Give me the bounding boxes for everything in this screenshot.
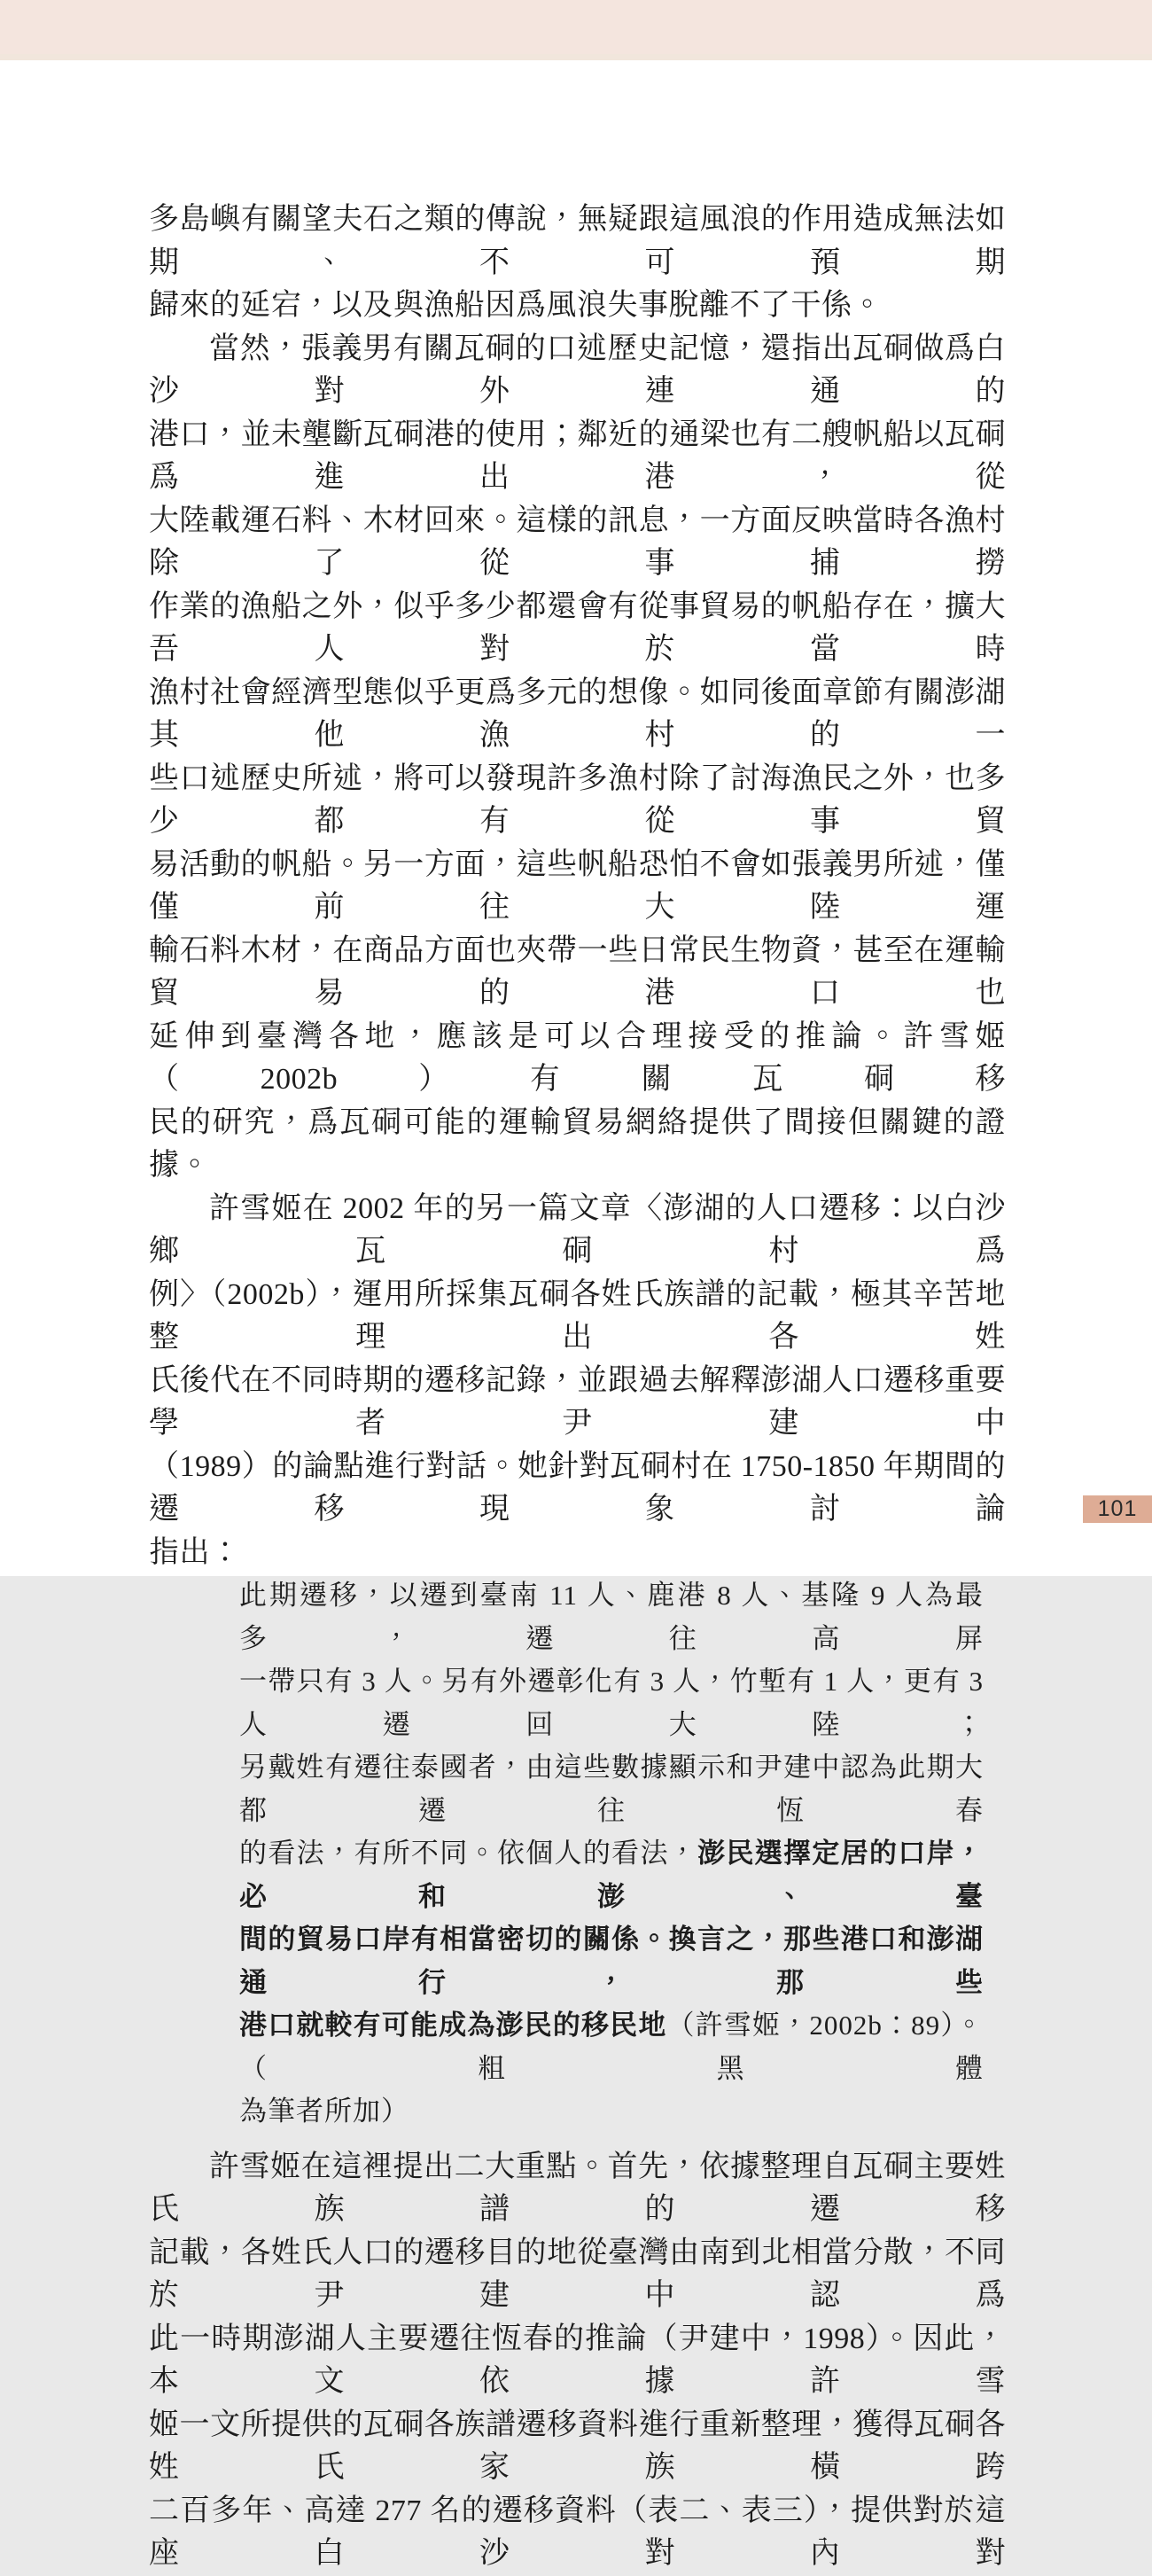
text-line: 大陸載運石料、木材回來。這樣的訊息，一方面反映當時各漁村除了從事捕撈 bbox=[149, 503, 1006, 580]
text-line: 許雪姬在 2002 年的另一篇文章〈澎湖的人口遷移：以白沙鄉瓦硐村爲 bbox=[149, 1191, 1006, 1268]
text-line bbox=[239, 1746, 984, 1832]
text-line: 此一時期澎湖人主要遷往恆春的推論（尹建中，1998）。因此，本文依據許雪 bbox=[149, 2322, 1006, 2398]
quote-bold-segment: 港口就較有可能成為澎民的移民地 bbox=[239, 2010, 667, 2041]
text-line: 些口述歷史所述，將可以發現許多漁村除了討海漁民之外，也多少都有從事貿 bbox=[149, 761, 1006, 838]
page-number: 101 bbox=[1097, 1496, 1138, 1521]
quote-bold-segment: 間的貿易口岸有相當密切的關係。換言之，那些港口和澎湖通行，那些 bbox=[239, 1924, 984, 1998]
quote-segment: 一帶只有 3 人。另有外遷彰化有 3 人，竹塹有 1 人，更有 3 人遷回大陸； bbox=[239, 1666, 984, 1740]
page-number-badge bbox=[1083, 1495, 1152, 1523]
paragraph bbox=[149, 199, 1006, 328]
text-line bbox=[239, 1832, 984, 1918]
text-block bbox=[149, 199, 1006, 2576]
paragraph bbox=[149, 2146, 1006, 2576]
text-line: 民的研究，爲瓦硐可能的運輸貿易網絡提供了間接但關鍵的證據。 bbox=[149, 1105, 1006, 1182]
text-line: 延伸到臺灣各地，應該是可以合理接受的推論。許雪姬（2002b）有關瓦硐移 bbox=[149, 1019, 1006, 1096]
text-line: 易活動的帆船。另一方面，這些帆船恐怕不會如張義男所述，僅僅前往大陸運 bbox=[149, 847, 1006, 924]
quote-segment: 另戴姓有遷往泰國者，由這些數據顯示和尹建中認為此期大都遷往恆春 bbox=[239, 1752, 984, 1826]
text-line: 作業的漁船之外，似乎多少都還會有從事貿易的帆船存在，擴大吾人對於當時 bbox=[149, 589, 1006, 666]
block-quote bbox=[239, 1574, 984, 2134]
paragraph bbox=[149, 1188, 1006, 1575]
text-line: 指出： bbox=[149, 1535, 241, 1569]
text-line: 二百多年、高達 277 名的遷移資料（表二、表三），提供對於這座白沙對內對 bbox=[149, 2494, 1006, 2570]
quote-segment: 的看法，有所不同。依個人的看法， bbox=[239, 1838, 698, 1869]
paragraph bbox=[149, 328, 1006, 1188]
text-line bbox=[239, 1574, 984, 1660]
text-line: 記載，各姓氏人口的遷移目的地從臺灣由南到北相當分散，不同於尹建中認爲 bbox=[149, 2236, 1006, 2312]
text-line bbox=[239, 1660, 984, 1746]
text-line: 輸石料木材，在商品方面也夾帶一些日常民生物資，甚至在運輸貿易的港口也 bbox=[149, 933, 1006, 1010]
quote-segment: 為筆者所加） bbox=[239, 2096, 409, 2127]
quote-segment: （許雪姬，2002b：89）。（粗黑體 bbox=[239, 2010, 984, 2084]
quote-segment: 此期遷移，以遷到臺南 11 人、鹿港 8 人、基隆 9 人為最多，遷往高屏 bbox=[239, 1580, 984, 1654]
text-line: 氏後代在不同時期的遷移記錄，並跟過去解釋澎湖人口遷移重要學者尹建中 bbox=[149, 1363, 1006, 1440]
header-band bbox=[0, 0, 1152, 60]
text-line: 姬一文所提供的瓦硐各族譜遷移資料進行重新整理，獲得瓦硐各姓氏家族橫跨 bbox=[149, 2408, 1006, 2484]
quote-bold-segment: 澎民選擇定居的口岸，必和澎、臺 bbox=[239, 1838, 985, 1912]
text-line bbox=[239, 1918, 984, 2004]
text-line: 例〉（2002b），運用所採集瓦硐各姓氏族譜的記載，極其辛苦地整理出各姓 bbox=[149, 1277, 1006, 1354]
text-line: 港口，並未壟斷瓦硐港的使用；鄰近的通梁也有二艘帆船以瓦硐爲進出港，從 bbox=[149, 418, 1006, 494]
text-line: 歸來的延宕，以及與漁船因爲風浪失事脫離不了干係。 bbox=[149, 289, 883, 322]
text-line: 多島嶼有關望夫石之類的傳說，無疑跟這風浪的作用造成無法如期、不可預期 bbox=[149, 203, 1006, 279]
text-line bbox=[239, 2090, 984, 2134]
text-line: 許雪姬在這裡提出二大重點。首先，依據整理自瓦硐主要姓氏族譜的遷移 bbox=[149, 2150, 1006, 2226]
text-line: 漁村社會經濟型態似乎更爲多元的想像。如同後面章節有關澎湖其他漁村的一 bbox=[149, 675, 1006, 752]
text-line: 當然，張義男有關瓦硐的口述歷史記憶，還指出瓦硐做爲白沙對外連通的 bbox=[149, 332, 1006, 408]
text-line bbox=[239, 2004, 984, 2090]
text-line: （1989）的論點進行對話。她針對瓦硐村在 1750-1850 年期間的遷移現象討論 bbox=[149, 1449, 1006, 1526]
